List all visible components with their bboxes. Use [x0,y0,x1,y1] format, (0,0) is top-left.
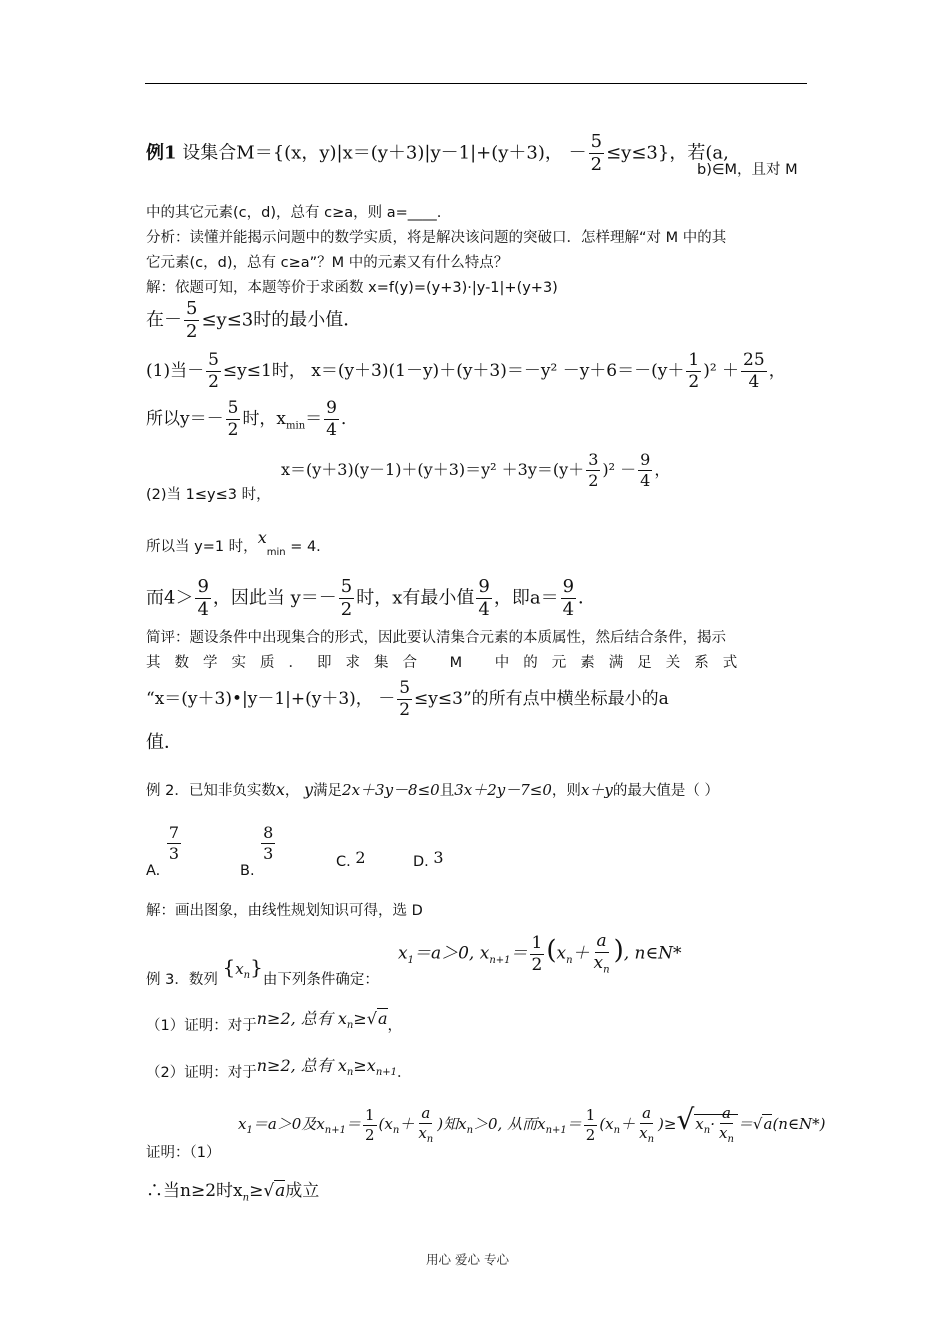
ex3-statement: 例 3．数列 $\{x_n\}$由下列条件确定： [146,955,379,988]
ex3-therefore: ∴当n≥2时$x_n\ge√a$成立 [146,1181,320,1204]
ex2-solution: 解：画出图象，由线性规划知识可得，选 D [146,903,423,919]
page-footer: 用心 爱心 专心 [426,1252,509,1267]
ex3-part2: （2）证明：对于n≥2, 总有 $x_n\ge x_{n+1}$． [146,1056,412,1081]
ex1-comment-3: “x＝(y＋3)•|y－1|+(y＋3)， － $\frac{5}{2}$ ≤y≤3”的所有点中横坐标最小的a [146,678,669,720]
ex1-case2-label: (2)当 1≤y≤3 时， [146,487,271,503]
ex1-comment-1: 简评：题设条件中出现集合的形式，因此要认清集合元素的本质属性，然后结合条件，揭示 [146,630,726,646]
ex3-definition: $x_1=a>0$, $x_{n+1}=$ $\frac{1}{2}$ ($x_n+$ $\frac{a}{x_n}$ ), n∈N* [398,931,682,976]
ex1-comment-4: 值． [146,732,182,753]
ex1-solution-1: 解：依题可知，本题等价于求函数 x=f(y)=(y+3)·|y-1|+(y+3) [146,280,558,296]
ex1-conclusion: 而4＞ $\frac{9}{4}$ ，因此当 y＝－ $\frac{5}{2}$ 时，x有最小值 $\frac{9}{4}$ ，即a＝ $\frac{9}{4}$ ． [146,576,597,620]
ex1-statement: 例1 设集合M＝{(x，y)|x＝(y＋3)|y－1|+(y＋3)， － $\frac{5}{2}$ ≤y≤3}，若(a, [146,131,729,175]
ex1-case2-equation: x＝(y＋3)(y－1)＋(y＋3)＝y² ＋3y＝(y＋ $\frac{3}{2}$ )² － $\frac{9}{4}$ ， [281,450,671,490]
ex3-proof-equation: $x_1=a>0$及$x_{n+1}=$ $\frac{1}{2}$ ($x_n+$ $\frac{a}{x_n}$ )知$x_n>0$, 从而$x_{n+1}=$ $\frac{1}{2}$ ($x_n+$ $\frac{a}{x_n}$ )$\ge√x_n\cdot$ $\frac{a}{x_n}$ ＝√a(n∈N*) [238,1103,826,1145]
ex2-option-a: A. $\frac{7}{3}$ [146,823,180,879]
fraction: $\frac{5}{2}$ [590,131,603,175]
header-rule [145,83,807,84]
ex2-statement: 例 2．已知非负实数x， y满足2x＋3y－8≤0且3x＋2y－7≤0，则x＋y的最大值是（ ） [146,780,719,799]
ex2-option-c: C. 2 [336,848,366,870]
ex1-analysis-2: 它元素(c，d)，总有 c≥a”？M 中的元素又有什么特点？ [146,255,509,271]
ex1-so2: 所以当 y=1 时，$x_{min} = 4$. [146,528,321,558]
ex1-comment-2: 其数学实质．即求集合 M 中的元素满足关系式 [146,655,752,671]
ex1-label: 例1 [146,142,177,164]
ex1-analysis-1: 分析：读懂并能揭示问题中的数学实质，将是解决该问题的突破口．怎样理解“对 M 中的其 [146,230,727,246]
ex2-option-d: D. 3 [413,848,444,870]
ex1-continuation: b)∈M，且对 M [697,162,798,178]
ex1-line2: 中的其它元素(c，d)，总有 c≥a，则 a=____. [146,205,442,221]
ex3-part1: （1）证明：对于n≥2, 总有 $x_n\ge√a$， [146,1009,403,1034]
ex1-so1: 所以y＝－ $\frac{5}{2}$ 时，$x_{min}=$ $\frac{9}{4}$ ． [146,398,358,440]
ex3-proof-label: 证明：（1） [146,1145,221,1161]
ex1-range: 在－ $\frac{5}{2}$ ≤y≤3时的最小值． [146,298,362,342]
ex1-case1: (1)当－ $\frac{5}{2}$ ≤y≤1时， x＝(y＋3)(1－y)＋(y＋3)＝－y² －y＋6＝－(y＋ $\frac{1}{2}$ )² ＋ $\frac{25}{4}$ ， [146,350,786,392]
ex2-option-b: B. $\frac{8}{3}$ [240,823,274,879]
